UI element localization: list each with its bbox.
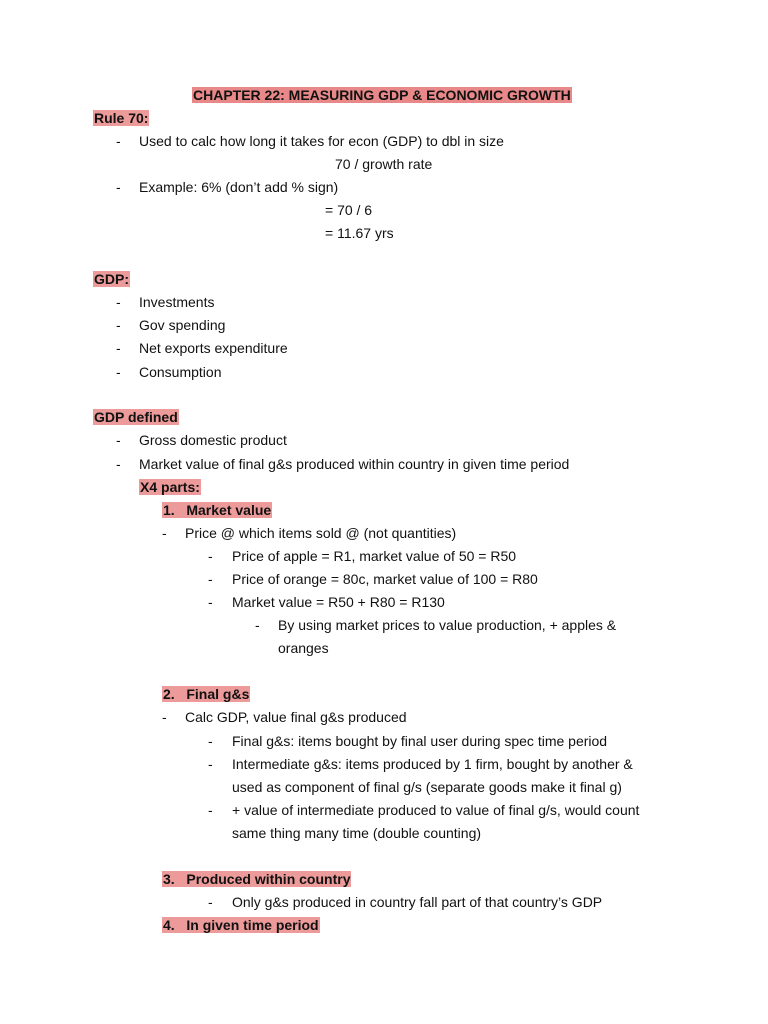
part1-subsub-line1: By using market prices to value production, + apples & bbox=[278, 617, 617, 633]
rule70-heading: Rule 70: bbox=[94, 110, 149, 126]
part2-sub3-line1: + value of intermediate produced to value of final g/s, would count bbox=[232, 802, 640, 818]
part4-heading: 4. In given time period bbox=[163, 917, 319, 933]
bullet-dash: - bbox=[116, 179, 121, 195]
part3-heading: 3. Produced within country bbox=[163, 871, 351, 887]
bullet-dash: - bbox=[116, 432, 121, 448]
bullet-dash: - bbox=[255, 617, 260, 633]
rule70-calc-1: = 70 / 6 bbox=[325, 202, 373, 218]
bullet-dash: - bbox=[162, 709, 167, 725]
gdp-item: Gov spending bbox=[139, 317, 226, 333]
part2-sub2-line2: used as component of final g/s (separate goods make it final g) bbox=[232, 779, 622, 795]
gdp-item: Net exports expenditure bbox=[139, 340, 288, 356]
bullet-dash: - bbox=[208, 733, 213, 749]
part2-sub2-line1: Intermediate g&s: items produced by 1 firm, bought by another & bbox=[232, 756, 633, 772]
chapter-title bbox=[192, 87, 572, 104]
gdp-heading: GDP: bbox=[94, 271, 129, 287]
part1-sub: Price of orange = 80c, market value of 100 = R80 bbox=[232, 571, 538, 587]
gdp-item: Investments bbox=[139, 294, 215, 310]
part3-sub1: Only g&s produced in country fall part of that country’s GDP bbox=[232, 894, 603, 910]
rule70-bullet-1: Used to calc how long it takes for econ (GDP) to dbl in size bbox=[139, 133, 504, 149]
bullet-dash: - bbox=[116, 340, 121, 356]
part2-heading: 2. Final g&s bbox=[163, 686, 250, 702]
bullet-dash: - bbox=[208, 571, 213, 587]
part1-heading: 1. Market value bbox=[163, 502, 272, 518]
part2-sub1: Final g&s: items bought by final user during spec time period bbox=[232, 733, 608, 749]
bullet-dash: - bbox=[208, 594, 213, 610]
bullet-dash: - bbox=[116, 294, 121, 310]
rule70-bullet-2: Example: 6% (don’t add % sign) bbox=[139, 179, 339, 195]
part1-subsub-line2: oranges bbox=[278, 640, 329, 656]
bullet-dash: - bbox=[116, 364, 121, 380]
part2-desc: Calc GDP, value final g&s produced bbox=[185, 709, 407, 725]
part2-sub3-line2: same thing many time (double counting) bbox=[232, 825, 482, 841]
bullet-dash: - bbox=[208, 802, 213, 818]
rule70-calc-2: = 11.67 yrs bbox=[325, 225, 394, 241]
part1-sub: Market value = R50 + R80 = R130 bbox=[232, 594, 445, 610]
bullet-dash: - bbox=[208, 894, 213, 910]
bullet-dash: - bbox=[116, 133, 121, 149]
bullet-dash: - bbox=[162, 525, 167, 541]
part1-desc: Price @ which items sold @ (not quantities) bbox=[185, 525, 457, 541]
bullet-dash: - bbox=[116, 456, 121, 472]
bullet-dash: - bbox=[208, 548, 213, 564]
parts-label: X4 parts: bbox=[140, 479, 200, 495]
rule70-formula: 70 / growth rate bbox=[335, 156, 433, 172]
bullet-dash: - bbox=[208, 756, 213, 772]
gdp-defined-bullet-2: Market value of final g&s produced within country in given time period bbox=[139, 456, 570, 472]
gdp-defined-bullet-1: Gross domestic product bbox=[139, 432, 287, 448]
gdp-defined-heading: GDP defined bbox=[94, 409, 178, 425]
bullet-dash: - bbox=[116, 317, 121, 333]
part1-sub: Price of apple = R1, market value of 50 = R50 bbox=[232, 548, 517, 564]
gdp-item: Consumption bbox=[139, 364, 222, 380]
chapter-title-text: CHAPTER 22: MEASURING GDP & ECONOMIC GROWTH bbox=[193, 87, 571, 103]
